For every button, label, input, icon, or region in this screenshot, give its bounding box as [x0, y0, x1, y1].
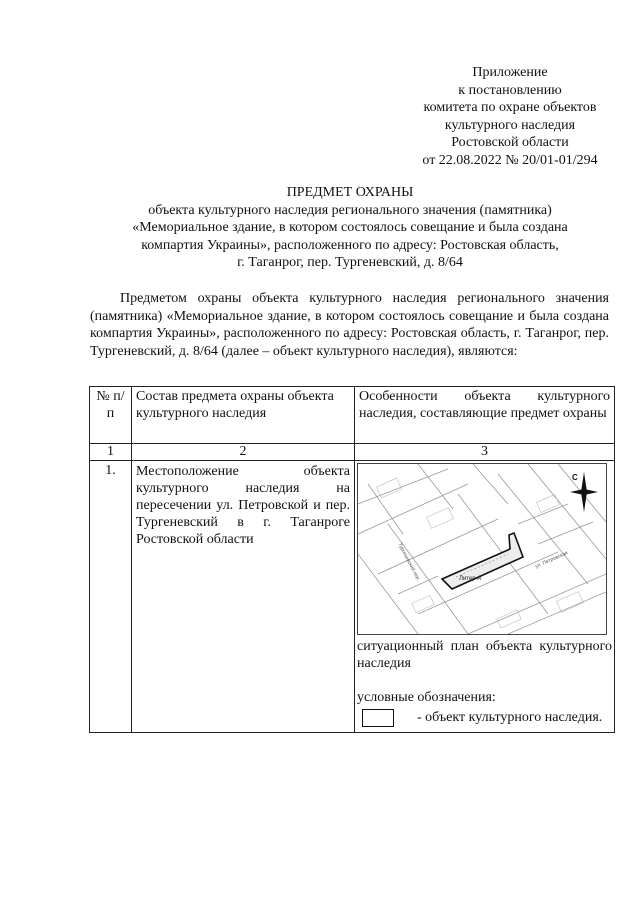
- row-number: 1.: [90, 461, 132, 733]
- header-number: № п/п: [90, 387, 132, 444]
- row-composition: [132, 461, 355, 733]
- column-number-row: [90, 444, 615, 461]
- column-number: 3: [355, 444, 615, 461]
- appendix-block: [380, 64, 640, 169]
- appendix-line: от 22.08.2022 № 20/01-01/294: [422, 152, 598, 168]
- column-number: 2: [132, 444, 355, 461]
- object-outline: [442, 533, 523, 589]
- row-features: [355, 461, 615, 733]
- heading-line: г. Таганрог, пер. Тургеневский, д. 8/64: [237, 255, 463, 270]
- legend-swatch-icon: [362, 709, 394, 727]
- appendix-line: Ростовской области: [451, 135, 569, 150]
- situation-map-drawing: [358, 464, 606, 634]
- appendix-line: к постановлению: [458, 82, 562, 98]
- header-features: Особенности объекта культурного наследия, составляющие предмет охраны: [355, 387, 615, 444]
- composition-text: Местоположение объекта культурного наследия на пересечении ул. Петровской и пер. Тургеневский в г. Таганроге Ростовской области: [136, 464, 350, 547]
- map-caption: ситуационный план объекта культурного наследия: [357, 639, 612, 671]
- appendix-line: Приложение: [472, 65, 548, 80]
- heading-line: «Мемориальное здание, в котором состоялось совещание и была создана: [132, 220, 568, 235]
- table-header-row: [90, 387, 615, 444]
- heading-line: объекта культурного наследия регионального значения (памятника): [148, 202, 552, 218]
- table-row: [90, 461, 615, 733]
- building-label: Литер А: [459, 576, 482, 582]
- column-number: 1: [90, 444, 132, 461]
- legend-title: условные обозначения:: [357, 690, 496, 705]
- protection-table: [89, 386, 615, 733]
- street-label-left: Тургеневский пер.: [396, 542, 422, 582]
- north-label: С: [572, 473, 578, 482]
- legend-item: [357, 708, 612, 728]
- appendix-line: культурного наследия: [444, 117, 576, 133]
- situation-map: [357, 463, 607, 635]
- intro-paragraph-block: [90, 290, 609, 360]
- document-heading: [90, 184, 610, 272]
- street-label-right: ул. Петровская: [534, 550, 569, 570]
- document-title: ПРЕДМЕТ ОХРАНЫ: [286, 185, 414, 200]
- header-composition: Состав предмета охраны объекта культурного наследия: [132, 387, 355, 444]
- appendix-line: комитета по охране объектов: [423, 100, 597, 115]
- legend-item-text: - объект культурного наследия.: [417, 710, 603, 725]
- heading-line: компартия Украины», расположенного по адресу: Ростовская область,: [141, 237, 559, 253]
- intro-paragraph: Предметом охраны объекта культурного наследия регионального значения (памятника) «Мемориальное здание, в котором состоялось совещание и была создана компартия Украины», расположенного по адресу: Ростовская область, г. Таганрог, пер. Тургеневский, д. 8/64 (далее – объект культурного наследия), являются:: [90, 291, 609, 359]
